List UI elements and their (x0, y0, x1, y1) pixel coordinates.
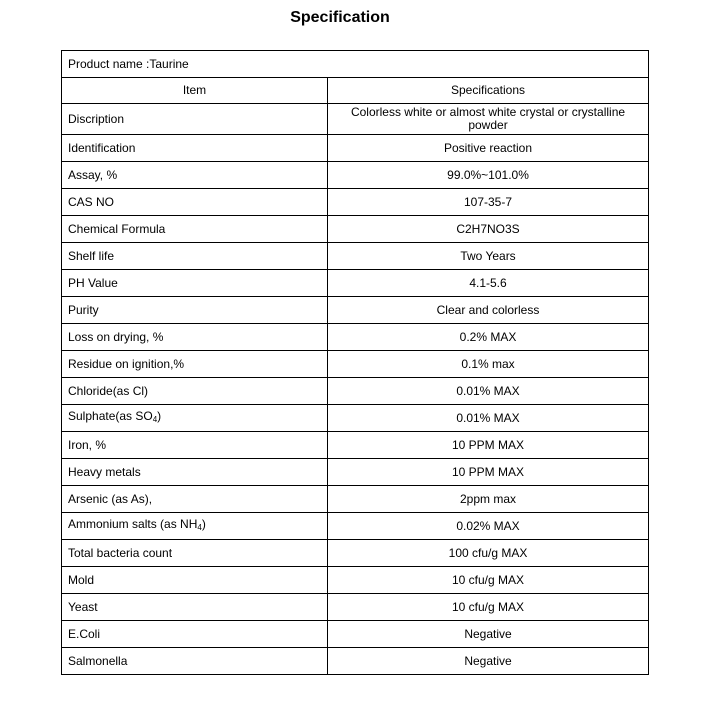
row-item: Salmonella (62, 648, 328, 675)
row-item: Discription (62, 104, 328, 135)
row-value: Negative (328, 621, 649, 648)
row-value: 0.1% max (328, 351, 649, 378)
row-item: Chemical Formula (62, 216, 328, 243)
row-value: 0.02% MAX (328, 513, 649, 540)
row-item: Loss on drying, % (62, 324, 328, 351)
row-item: Shelf life (62, 243, 328, 270)
row-item: Identification (62, 135, 328, 162)
row-value: 107-35-7 (328, 189, 649, 216)
table-row (62, 297, 649, 324)
table-row (62, 378, 649, 405)
table-row (62, 567, 649, 594)
table-row (62, 459, 649, 486)
row-item: Purity (62, 297, 328, 324)
specifications-column-header: Specifications (328, 78, 649, 104)
table-row (62, 216, 649, 243)
row-value: 99.0%~101.0% (328, 162, 649, 189)
row-value: 0.2% MAX (328, 324, 649, 351)
table-row (62, 648, 649, 675)
row-item: PH Value (62, 270, 328, 297)
table-row (62, 189, 649, 216)
table-row (62, 486, 649, 513)
table-row (62, 104, 649, 135)
row-value: 10 cfu/g MAX (328, 567, 649, 594)
row-value: Negative (328, 648, 649, 675)
row-value: 0.01% MAX (328, 378, 649, 405)
row-value: C2H7NO3S (328, 216, 649, 243)
row-item: Residue on ignition,% (62, 351, 328, 378)
table-row (62, 324, 649, 351)
row-item: Heavy metals (62, 459, 328, 486)
row-value: 2ppm max (328, 486, 649, 513)
table-row (62, 432, 649, 459)
row-value: 10 cfu/g MAX (328, 594, 649, 621)
row-item: E.Coli (62, 621, 328, 648)
row-value: Colorless white or almost white crystal or crystalline powder (328, 104, 649, 135)
table-row (62, 513, 649, 540)
row-value: 10 PPM MAX (328, 432, 649, 459)
row-value: Clear and colorless (328, 297, 649, 324)
row-item: Assay, % (62, 162, 328, 189)
row-value: 4.1-5.6 (328, 270, 649, 297)
row-item-suffix: ) (157, 409, 162, 423)
table-row (62, 540, 649, 567)
row-item-subscript: 4 (197, 523, 202, 532)
row-item: Yeast (62, 594, 328, 621)
row-item (62, 405, 328, 432)
table-row (62, 405, 649, 432)
row-value: Positive reaction (328, 135, 649, 162)
row-item: Iron, % (62, 432, 328, 459)
row-item-subscript: 4 (152, 415, 158, 424)
table-row (62, 594, 649, 621)
row-item: CAS NO (62, 189, 328, 216)
row-item: Chloride(as Cl) (62, 378, 328, 405)
row-item (62, 513, 328, 540)
row-item-prefix: Sulphate(as SO (68, 409, 153, 423)
table-row (62, 162, 649, 189)
row-value: Two Years (328, 243, 649, 270)
row-item-suffix: ) (201, 517, 206, 531)
row-value: 0.01% MAX (328, 405, 649, 432)
row-item: Arsenic (as As), (62, 486, 328, 513)
header-row (62, 78, 649, 104)
table-row (62, 270, 649, 297)
row-value: 10 PPM MAX (328, 459, 649, 486)
row-item: Total bacteria count (62, 540, 328, 567)
row-value: 100 cfu/g MAX (328, 540, 649, 567)
specification-table (61, 50, 649, 675)
product-name: Product name :Taurine (62, 51, 649, 78)
table-row (62, 135, 649, 162)
table-row (62, 621, 649, 648)
row-item-prefix: Ammonium salts (as NH (68, 517, 198, 531)
item-column-header: Item (62, 78, 328, 104)
row-item: Mold (62, 567, 328, 594)
product-name-row (62, 51, 649, 78)
page-title: Specification (290, 9, 390, 26)
table-row (62, 243, 649, 270)
table-row (62, 351, 649, 378)
